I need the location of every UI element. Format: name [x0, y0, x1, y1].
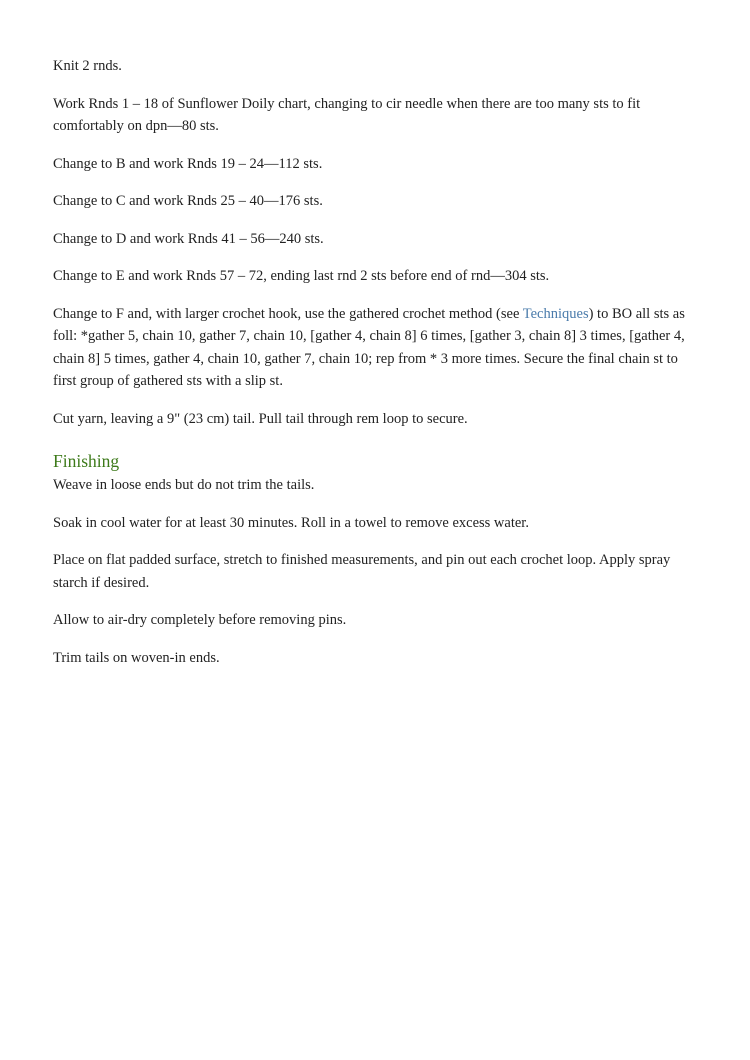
- instruction-cut-yarn: Cut yarn, leaving a 9" (23 cm) tail. Pull tail through rem loop to secure.: [53, 410, 468, 427]
- finishing-soak: Soak in cool water for at least 30 minutes. Roll in a towel to remove excess water.: [53, 514, 529, 531]
- instruction-color-e: Change to E and work Rnds 57 – 72, ending last rnd 2 sts before end of rnd—304 sts.: [53, 268, 550, 284]
- finishing-air-dry: Allow to air-dry completely before removing pins.: [53, 612, 347, 628]
- bind-off-text-start: Change to F and, with larger crochet hook, use the gathered crochet method (see: [53, 305, 523, 322]
- instruction-knit-rounds: Knit 2 rnds.: [53, 58, 122, 74]
- finishing-weave-ends: Weave in loose ends but do not trim the tails.: [53, 477, 315, 493]
- document-page: [53, 55, 693, 684]
- instruction-chart-rounds: Work Rnds 1 – 18 of Sunflower Doily chart, changing to cir needle when there are too many sts to fit comfortably on dpn—80 sts.: [53, 95, 641, 134]
- techniques-link[interactable]: Techniques: [522, 305, 589, 322]
- finishing-trim-tails: Trim tails on woven-in ends.: [53, 649, 220, 666]
- finishing-block: Place on flat padded surface, stretch to finished measurements, and pin out each crochet loop. Apply spray starch if desired.: [53, 552, 671, 591]
- instruction-color-b: Change to B and work Rnds 19 – 24—112 sts.: [53, 155, 323, 172]
- instruction-color-d: Change to D and work Rnds 41 – 56—240 sts.: [53, 230, 324, 247]
- bind-off-text-end: ) to BO all sts as foll: *gather 5, chain 10, gather 7, chain 10, [gather 4, chain 8] 6 times, [gather 3, chain 8] 3 times, [gather 4, chain 8] 5 times, gather 4, chain 10, gather 7, chain 10; rep from * 3 more times. Secure the final chain st to first group of gathered sts with a slip st.: [53, 305, 685, 389]
- instruction-color-c: Change to C and work Rnds 25 – 40—176 sts.: [53, 193, 323, 209]
- finishing-heading: Finishing: [53, 451, 120, 471]
- instruction-bind-off: [53, 303, 693, 393]
